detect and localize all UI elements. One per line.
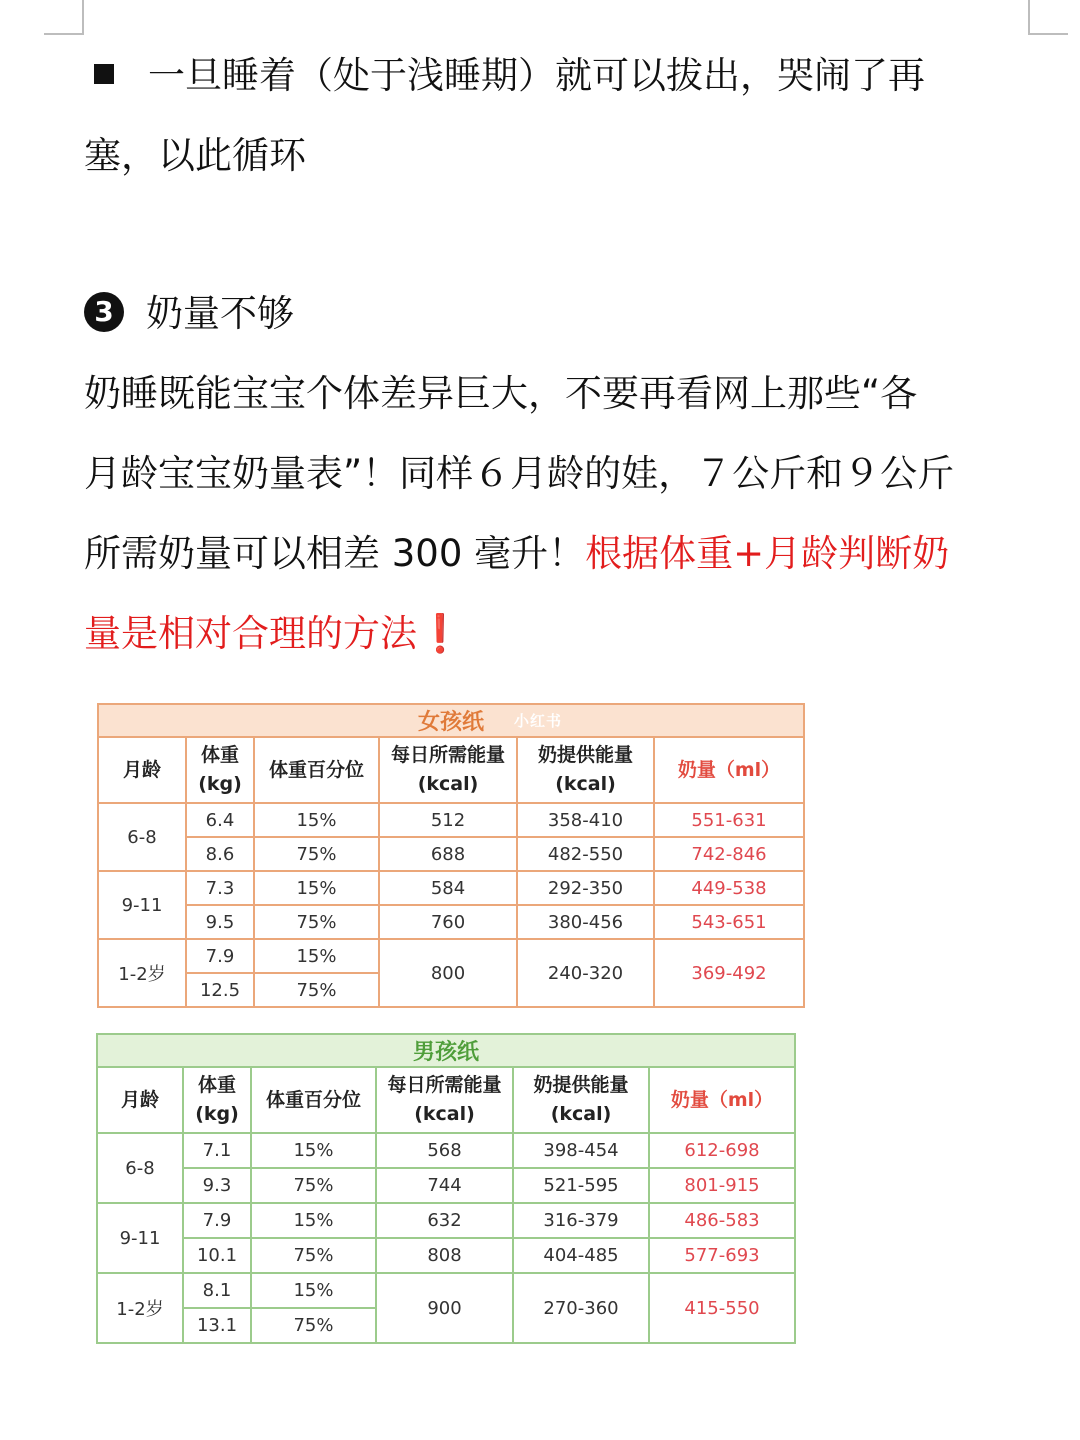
header-daily-energy-label: 每日所需能量 [387,1074,502,1096]
need-cell: 584 [379,871,517,905]
header-percentile: 体重百分位 [251,1067,376,1133]
milk-cell: 577-693 [649,1238,795,1273]
table-row [98,803,804,837]
header-milk-ml: 奶量（ml） [649,1067,795,1133]
bullet-line-1: 一旦睡着（处于浅睡期）就可以拔出，哭闹了再 [148,54,925,97]
weight-cell: 13.1 [183,1308,251,1343]
header-weight [183,1067,251,1133]
header-age: 月龄 [98,737,186,803]
weight-cell: 8.1 [183,1273,251,1308]
age-cell: 9-11 [97,1203,183,1273]
weight-cell: 9.5 [186,905,254,939]
age-cell: 1-2岁 [97,1273,183,1343]
milk-cell: 551-631 [654,803,804,837]
supply-cell: 404-485 [513,1238,649,1273]
crop-mark-top-right-h [1028,33,1068,35]
need-cell: 512 [379,803,517,837]
header-percentile: 体重百分位 [254,737,379,803]
header-milk-energy-unit: (kcal) [550,1103,612,1125]
weight-cell: 7.9 [186,939,254,973]
weight-cell: 7.9 [183,1203,251,1238]
header-age: 月龄 [97,1067,183,1133]
need-cell: 632 [376,1203,513,1238]
body-line-3-red: 根据体重+月龄判断奶 [585,532,950,575]
header-daily-energy-unit: (kcal) [417,773,479,795]
milk-cell: 449-538 [654,871,804,905]
table-row [98,837,804,871]
percentile-cell: 15% [251,1203,376,1238]
header-milk-energy-label: 奶提供能量 [537,744,633,766]
boy-table-title: 男孩纸 [97,1034,795,1067]
header-daily-energy-label: 每日所需能量 [390,744,505,766]
need-cell: 744 [376,1168,513,1203]
header-milk-energy-unit: (kcal) [555,773,616,795]
crop-mark-top-right-v [1028,0,1030,34]
body-line-1: 奶睡既能宝宝个体差异巨大，不要再看网上那些“各 [84,372,918,415]
bullet-paragraph [84,36,1044,196]
age-cell: 6-8 [97,1133,183,1203]
need-cell: 808 [376,1238,513,1273]
square-bullet-icon [94,64,114,84]
supply-cell: 316-379 [513,1203,649,1238]
watermark: 小红书 [514,712,563,730]
table-row [97,1273,795,1308]
percentile-cell: 15% [254,871,379,905]
supply-cell: 521-595 [513,1168,649,1203]
need-cell: 688 [379,837,517,871]
crop-mark-top-left-v [82,0,84,34]
header-weight-label: 体重 [197,1074,236,1096]
supply-cell: 292-350 [517,871,654,905]
percentile-cell: 15% [254,939,379,973]
percentile-cell: 75% [251,1168,376,1203]
need-cell: 760 [379,905,517,939]
age-cell: 9-11 [98,871,186,939]
milk-cell: 801-915 [649,1168,795,1203]
body-line-2: 月龄宝宝奶量表”！同样６月龄的娃，７公斤和９公斤 [84,452,955,495]
header-milk-energy-label: 奶提供能量 [533,1074,629,1096]
milk-cell: 742-846 [654,837,804,871]
boy-milk-table [96,1033,796,1344]
percentile-cell: 15% [251,1273,376,1308]
table-row [97,1203,795,1238]
header-milk-energy [517,737,654,803]
percentile-cell: 75% [251,1308,376,1343]
need-cell: 800 [379,939,517,1007]
header-weight-label: 体重 [200,744,239,766]
milk-cell: 369-492 [654,939,804,1007]
age-cell: 1-2岁 [98,939,186,1007]
bullet-line-2: 塞，以此循环 [84,134,306,177]
section-heading [84,274,1044,354]
need-cell: 568 [376,1133,513,1168]
header-weight [186,737,254,803]
supply-cell: 398-454 [513,1133,649,1168]
header-milk-ml: 奶量（ml） [654,737,804,803]
table-row [97,1133,795,1168]
milk-cell: 543-651 [654,905,804,939]
percentile-cell: 75% [254,905,379,939]
table-row [98,939,804,973]
body-line-4-red: 量是相对合理的方法❗ [84,612,464,655]
number-3-circle-icon: 3 [84,292,124,332]
milk-cell: 486-583 [649,1203,795,1238]
table-row [97,1238,795,1273]
percentile-cell: 75% [254,837,379,871]
header-daily-energy-unit: (kcal) [414,1103,475,1125]
weight-cell: 10.1 [183,1238,251,1273]
header-weight-unit: (kg) [195,1103,239,1125]
girl-milk-table [97,703,805,1008]
percentile-cell: 75% [254,973,379,1007]
table-row [98,905,804,939]
weight-cell: 7.1 [183,1133,251,1168]
percentile-cell: 15% [254,803,379,837]
milk-cell: 415-550 [649,1273,795,1343]
header-weight-unit: (kg) [198,773,242,795]
section-title: 奶量不够 [146,292,294,335]
supply-cell: 358-410 [517,803,654,837]
body-line-3-black: 所需奶量可以相差 300 毫升！ [84,532,586,575]
weight-cell: 9.3 [183,1168,251,1203]
body-paragraph [84,354,1044,674]
header-milk-energy [513,1067,649,1133]
supply-cell: 380-456 [517,905,654,939]
supply-cell: 240-320 [517,939,654,1007]
weight-cell: 6.4 [186,803,254,837]
age-cell: 6-8 [98,803,186,871]
supply-cell: 270-360 [513,1273,649,1343]
table-row [98,871,804,905]
table-row [97,1168,795,1203]
need-cell: 900 [376,1273,513,1343]
header-daily-energy [376,1067,513,1133]
percentile-cell: 15% [251,1133,376,1168]
percentile-cell: 75% [251,1238,376,1273]
header-daily-energy [379,737,517,803]
weight-cell: 12.5 [186,973,254,1007]
weight-cell: 8.6 [186,837,254,871]
crop-mark-top-left-h [44,33,84,35]
supply-cell: 482-550 [517,837,654,871]
milk-cell: 612-698 [649,1133,795,1168]
girl-table-title: 女孩纸 [98,704,804,737]
weight-cell: 7.3 [186,871,254,905]
